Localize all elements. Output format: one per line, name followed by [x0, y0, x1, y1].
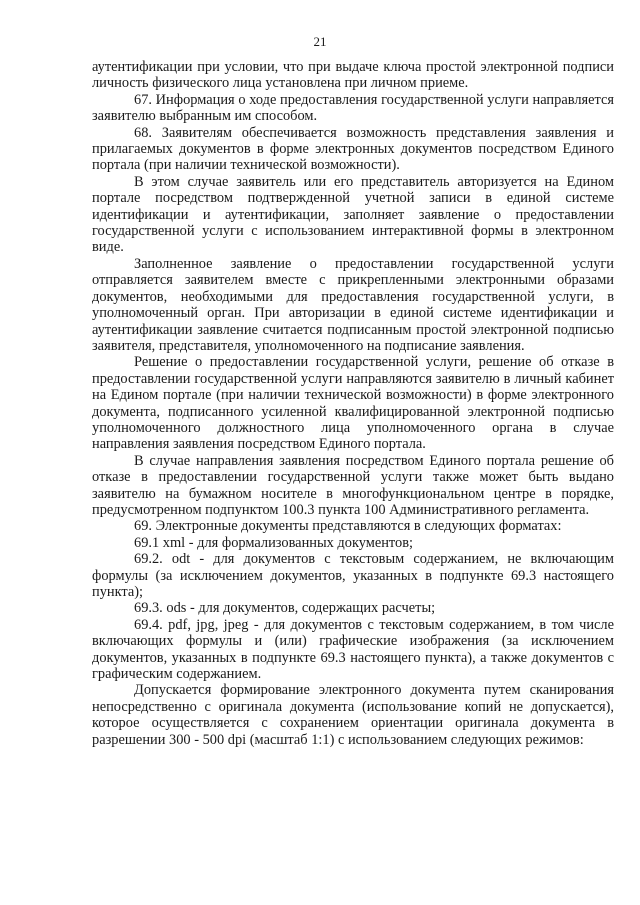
paragraph-69: 69. Электронные документы представляются в следующих форматах:	[134, 518, 562, 535]
paragraph-68-authorization: В этом случае заявитель или его представитель авторизуется на Едином портале посредством подтвержденной учетной записи в единой системе идентификации и аутентификации, заполняет заявление о предоставлении государственной услуги с использованием интерактивной формы в электронном виде.	[92, 173, 614, 256]
paragraph-68: 68. Заявителям обеспечивается возможность представления заявления и прилагаемых документов в форме электронных документов посредством Единого портала (при наличии технической возможности).	[92, 124, 614, 174]
paragraph-68-submission: Заполненное заявление о предоставлении государственной услуги отправляется заявителем вместе с прикрепленными электронными образами документов, необходимыми для предоставления государственной услуги, в уполномоченный орган. При авторизации в единой системе идентификации и аутентификации заявление считается подписанным простой электронной подписью заявителя, представителя, уполномоченного на подписание заявления.	[92, 255, 614, 354]
paragraph-69-3: 69.3. ods - для документов, содержащих расчеты;	[134, 600, 436, 617]
page-number: 21	[313, 34, 327, 49]
paragraph-67: 67. Информация о ходе предоставления государственной услуги направляется заявителю выбранным им способом.	[92, 91, 614, 125]
paragraph-continuation: аутентификации при условии, что при выдаче ключа простой электронной подписи личность физического лица установлена при личном приеме.	[92, 59, 614, 92]
document-body	[92, 59, 614, 748]
paragraph-69-4: 69.4. pdf, jpg, jpeg - для документов с текстовым содержанием, в том числе включающих формулы и (или) графические изображения (за исключением документов, указанных в подпункте 69.3 настоящего пункта), а также документов с графическим содержанием.	[92, 616, 614, 683]
paragraph-69-2: 69.2. odt - для документов с текстовым содержанием, не включающим формулы (за исключением документов, указанных в подпункте 69.3 настоящего пункта);	[92, 551, 614, 600]
paragraph-68-decision: Решение о предоставлении государственной услуги, решение об отказе в предоставлении государственной услуги направляются заявителю в личный кабинет на Едином портале (при наличии технической возможности) в форме электронного документа, подписанного усиленной квалифицированной электронной подписью уполномоченного должностного лица уполномоченного органа в случае направления заявления посредством Единого портала.	[92, 354, 614, 453]
paragraph-scanning: Допускается формирование электронного документа путем сканирования непосредственно с оригинала документа (использование копий не допускается), которое осуществляется с сохранением ориентации оригинала документа в разрешении 300 - 500 dpi (масштаб 1:1) с использованием следующих режимов:	[92, 682, 614, 748]
paragraph-69-1: 69.1 xml - для формализованных документов;	[134, 534, 414, 551]
paragraph-68-paper-copy: В случае направления заявления посредством Единого портала решение об отказе в предоставлении государственной услуги также может быть выдано заявителю на бумажном носителе в многофункциональном центре в порядке, предусмотренном подпунктом 100.3 пункта 100 Административного регламента.	[92, 452, 614, 518]
